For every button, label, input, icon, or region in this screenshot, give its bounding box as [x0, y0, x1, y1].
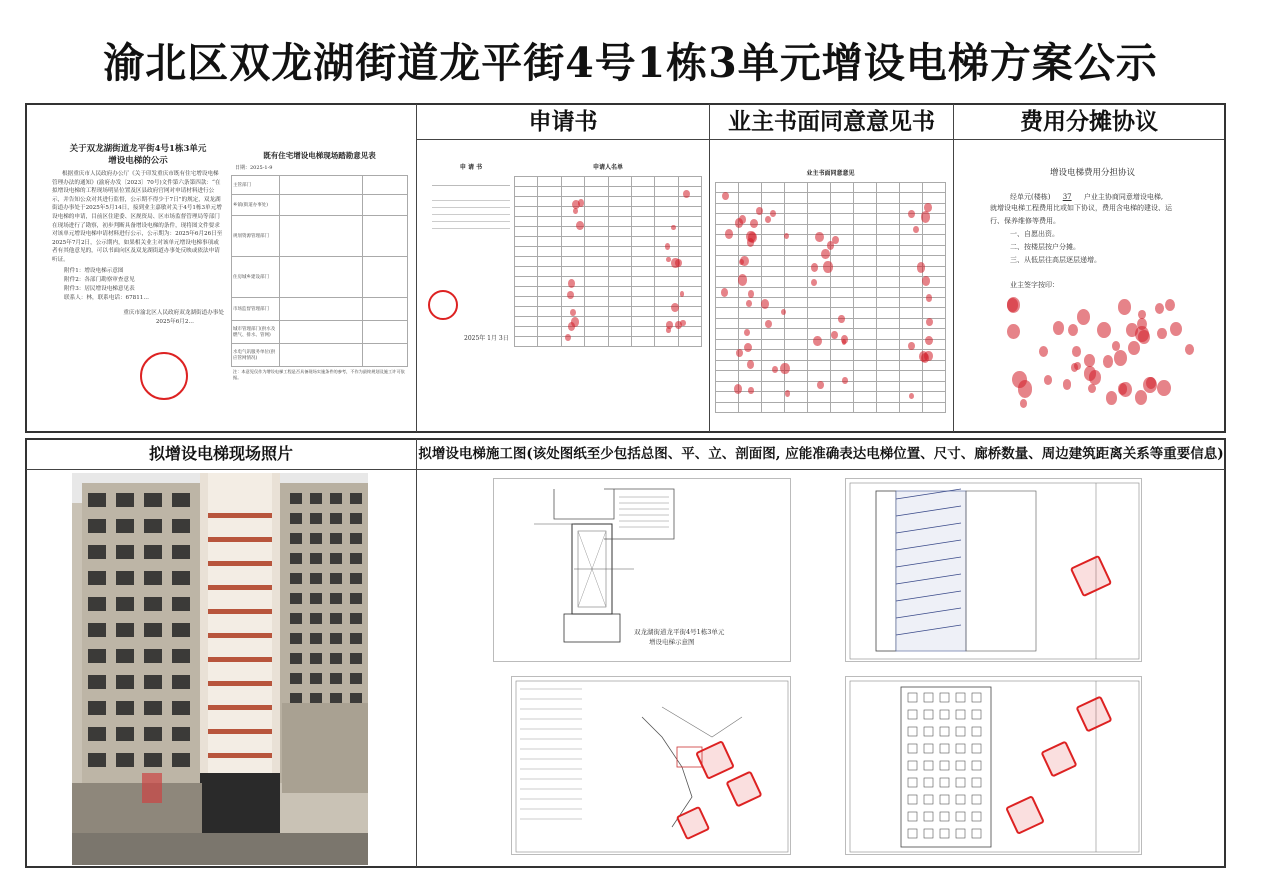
divider [416, 104, 417, 432]
building-window [290, 553, 302, 564]
fingerprint-mark [926, 318, 933, 326]
fingerprint-mark [1039, 346, 1048, 357]
elevation-window [924, 693, 933, 702]
building-window [172, 597, 190, 611]
fingerprint-mark [827, 241, 834, 250]
building-window [350, 613, 362, 624]
elevation-window [924, 710, 933, 719]
cost-agreement-item3: 三、从低层往高层逐层递增。 [1010, 256, 1101, 264]
building-window [172, 571, 190, 585]
building-window [330, 633, 342, 644]
building-window [116, 701, 134, 715]
elevator-stripe [208, 561, 272, 566]
elevation-window [972, 812, 981, 821]
building-window [290, 613, 302, 624]
building-window [330, 613, 342, 624]
notice-document [52, 138, 224, 418]
cost-units: 37 [1062, 193, 1072, 201]
elevation-window [940, 727, 949, 736]
building-window [144, 597, 162, 611]
fingerprint-mark [924, 203, 931, 212]
application-doc-title: 申 请 书 [459, 164, 483, 171]
notice-title-line2: 增设电梯的公示 [108, 156, 168, 166]
fingerprint-mark [739, 259, 744, 265]
building-window [290, 593, 302, 604]
fingerprint-mark [1170, 322, 1182, 336]
elevator-stripe [208, 657, 272, 662]
elevation-window [972, 829, 981, 838]
elevation-window [972, 778, 981, 787]
building-window [330, 553, 342, 564]
elevation-window [924, 727, 933, 736]
building-window [88, 701, 106, 715]
building-window [290, 513, 302, 524]
fingerprint-mark [838, 315, 844, 323]
fingerprint-mark [1088, 384, 1096, 393]
divider [953, 104, 954, 432]
applicant-list-title: 申请人名单 [592, 164, 623, 171]
fingerprint-mark [811, 279, 817, 287]
fingerprint-mark [666, 257, 671, 263]
opinion-form-note: 注：本意见仅作为增设电梯工程是否具备现场实施条件的参考，不作为最终规划及施工许可依据。 [233, 369, 405, 380]
elevation-window [956, 710, 965, 719]
elevation-window [940, 795, 949, 804]
fingerprint-mark [675, 259, 682, 267]
building-window [310, 493, 322, 504]
fingerprint-mark [1103, 355, 1113, 367]
cost-agreement-line3: 行、保养维修等费用。 [990, 217, 1060, 225]
fingerprint-mark [917, 262, 926, 272]
building-window [144, 701, 162, 715]
plan-caption-line1: 双龙湖街道龙平街4号1栋3单元 [634, 628, 725, 636]
fingerprint-mark [680, 320, 685, 327]
fingerprint-column [664, 176, 700, 346]
notice-attachment-1: 附件1：增设电梯示意图 [64, 267, 124, 274]
fingerprint-mark [746, 300, 752, 307]
fingerprint-mark [567, 291, 574, 299]
application-document [426, 140, 516, 355]
official-seal [140, 352, 188, 400]
building-window [310, 513, 322, 524]
elevation-window [924, 829, 933, 838]
building-window [330, 493, 342, 504]
elevator-stripe [208, 633, 272, 638]
owner-thumbprints [1000, 290, 1200, 410]
fingerprint-mark [1135, 390, 1147, 405]
building-window [116, 727, 134, 741]
cost-line1-tail: 户业主协商同意增设电梯, [1083, 193, 1164, 201]
elevation-window [956, 761, 965, 770]
elevation-window [924, 795, 933, 804]
notice-contact: 联系人：林，联系电话：67811… [64, 294, 149, 301]
building-window [88, 649, 106, 663]
building-window [88, 493, 106, 507]
building-window [350, 633, 362, 644]
fingerprint-mark [573, 208, 578, 214]
fingerprint-mark [1128, 341, 1140, 356]
section-header-cost-sharing: 费用分摊协议 [954, 104, 1224, 140]
fingerprint-mark [1020, 399, 1028, 408]
fingerprint-mark [568, 279, 575, 287]
fingerprint-mark [1072, 346, 1081, 357]
building-window [330, 533, 342, 544]
elevator-stripe [208, 513, 272, 518]
opinion-form-date: 日期：2025-1-9 [235, 165, 273, 171]
owner-consent-list [713, 142, 948, 417]
fingerprint-mark [665, 243, 670, 249]
elevation-window [940, 744, 949, 753]
fingerprint-mark [1068, 324, 1078, 336]
building-window [88, 571, 106, 585]
building-window [172, 493, 190, 507]
elevation-window [956, 727, 965, 736]
fingerprint-mark [680, 291, 685, 297]
building-window [88, 623, 106, 637]
section-header-application: 申请书 [417, 104, 709, 140]
cost-agreement-title: 增设电梯费用分担协议 [1049, 168, 1135, 178]
fingerprint-mark [842, 339, 847, 345]
elevation-window [924, 812, 933, 821]
building-window [172, 701, 190, 715]
cost-agreement-line2: 就增设电梯工程费用比或如下协议，费用含电梯的建设、运 [990, 204, 1172, 212]
elevation-window [972, 710, 981, 719]
building-window [350, 653, 362, 664]
building-window [330, 693, 342, 704]
form-row-label: 住房城乡建设部门 [232, 257, 280, 298]
building-window [116, 545, 134, 559]
building-window [310, 573, 322, 584]
owner-consent-title: 业主书面同意意见 [806, 170, 855, 177]
elevator-stripe [208, 753, 272, 758]
elevator-stripe [208, 705, 272, 710]
owner-consent-table [715, 182, 946, 412]
elevator-stripe [208, 681, 272, 686]
fingerprint-mark [1084, 354, 1094, 367]
elevation-window [972, 727, 981, 736]
divider [709, 104, 710, 432]
fingerprint-mark [765, 320, 772, 328]
fingerprint-mark [744, 343, 752, 352]
building-window [116, 597, 134, 611]
building-window [144, 753, 162, 767]
site-drawing [512, 677, 791, 855]
fingerprint-mark [772, 366, 778, 373]
fingerprint-mark [739, 215, 746, 224]
fingerprint-mark [736, 349, 743, 357]
fingerprint-mark [1012, 371, 1026, 388]
elevation-window [908, 693, 917, 702]
building-window [350, 673, 362, 684]
notice-signature: 重庆市渝北区人民政府双龙湖街道办事处 [123, 309, 224, 316]
building-window [310, 633, 322, 644]
elevator-stripe [208, 537, 272, 542]
building-window [144, 545, 162, 559]
fingerprint-mark [1157, 380, 1171, 397]
building-window [172, 675, 190, 689]
fingerprint-mark [666, 327, 671, 333]
building-window [88, 727, 106, 741]
elevation-window [956, 829, 965, 838]
building-window [350, 493, 362, 504]
building-window [290, 653, 302, 664]
fingerprint-mark [1185, 344, 1194, 355]
form-row-label: 乡镇(街道办事处) [232, 195, 280, 216]
elevation-window [908, 778, 917, 787]
building-window [144, 649, 162, 663]
fingerprint-mark [722, 192, 729, 200]
elevation-window [956, 812, 965, 821]
building-window [330, 673, 342, 684]
building-window [290, 573, 302, 584]
building-window [144, 727, 162, 741]
building-window [330, 513, 342, 524]
form-row-label: 规划资源管理部门 [232, 216, 280, 257]
building-window [116, 571, 134, 585]
building-window [310, 693, 322, 704]
opinion-form [231, 146, 408, 401]
fingerprint-mark [1007, 324, 1020, 339]
building-window [144, 519, 162, 533]
building-window [330, 593, 342, 604]
elevation-window [940, 761, 949, 770]
fingerprint-mark [811, 263, 819, 272]
fingerprint-mark [909, 393, 914, 399]
fingerprint-column [905, 182, 945, 402]
building-window [116, 623, 134, 637]
fingerprint-mark [925, 336, 933, 345]
building-window [310, 673, 322, 684]
elevation-window [956, 693, 965, 702]
fingerprint-mark [817, 381, 823, 389]
form-row-label: 市场监督管理部门 [232, 298, 280, 321]
elevation-window [908, 710, 917, 719]
building-window [172, 727, 190, 741]
fingerprint-mark [1106, 391, 1117, 405]
building-window [144, 675, 162, 689]
building-window [350, 693, 362, 704]
fingerprint-mark [1155, 303, 1164, 314]
fingerprint-mark [926, 294, 933, 302]
form-row-label: 水电气讯服务单位(供应管网情况) [232, 344, 280, 367]
fingerprint-mark [1157, 328, 1167, 340]
fingerprint-mark [908, 342, 915, 350]
building-window [88, 545, 106, 559]
building-window [290, 673, 302, 684]
application-seal [428, 290, 458, 320]
elevation-window [908, 812, 917, 821]
building-window [350, 593, 362, 604]
fingerprint-mark [1114, 350, 1127, 366]
fingerprint-mark [738, 274, 747, 285]
fingerprint-mark [1063, 379, 1072, 389]
notice-title-line1: 关于双龙湖街道龙平街4号1栋3单元 [69, 144, 207, 154]
building-window [172, 623, 190, 637]
application-date: 2025年 1月 3日 [464, 335, 509, 342]
building-window [290, 493, 302, 504]
elevation-window [908, 829, 917, 838]
elevation-window [956, 744, 965, 753]
fingerprint-mark [765, 216, 771, 223]
building-window [144, 493, 162, 507]
site-photo [72, 473, 368, 865]
fingerprint-mark [565, 334, 571, 341]
building-photo-illustration [72, 473, 368, 865]
elevation-window [940, 812, 949, 821]
fingerprint-mark [578, 199, 584, 206]
applicant-list [512, 140, 704, 355]
elevation-window [908, 761, 917, 770]
section-header-drawings: 拟增设电梯施工图(该处图纸至少包括总图、平、立、剖面图, 应能准确表达电梯位置、尺寸、廊桥数量、周边建筑距离关系等重要信息) [417, 439, 1225, 470]
fingerprint-mark [1084, 366, 1096, 380]
opinion-form-table [231, 175, 408, 367]
fingerprint-mark [1143, 377, 1157, 393]
fingerprint-mark [748, 387, 753, 393]
fingerprint-mark [683, 190, 690, 198]
elevation-window [940, 829, 949, 838]
notice-attachment-2: 附件2：各部门勘察审查意见 [64, 276, 135, 283]
notice-attachment-3: 附件3：居民增设电梯意见表 [64, 285, 135, 292]
fingerprint-mark [821, 249, 830, 259]
fingerprint-mark [831, 331, 838, 339]
building-window [290, 633, 302, 644]
elevation-window [924, 778, 933, 787]
fingerprint-mark [922, 276, 930, 285]
fingerprint-mark [570, 309, 576, 316]
section-header-site-photo: 拟增设电梯现场照片 [26, 439, 416, 470]
building-window [172, 519, 190, 533]
elevation-window [956, 795, 965, 804]
elevation-window [908, 795, 917, 804]
fingerprint-mark [908, 210, 915, 218]
fingerprint-column [564, 176, 594, 346]
elevation-window [956, 778, 965, 787]
elevation-window [908, 727, 917, 736]
building-window [144, 571, 162, 585]
building-window [350, 573, 362, 584]
building-window [310, 533, 322, 544]
building-window [88, 753, 106, 767]
fingerprint-mark [1074, 362, 1081, 371]
building-window [172, 649, 190, 663]
elevation-window [972, 693, 981, 702]
building-window [290, 693, 302, 704]
elevation-window [940, 710, 949, 719]
building-window [116, 649, 134, 663]
notice-date: 2025年6月2… [155, 318, 194, 325]
building-window [172, 753, 190, 767]
fingerprint-mark [921, 211, 930, 222]
drawing-sheet-plan [493, 478, 791, 662]
form-row-label: 主管部门 [232, 176, 280, 195]
fingerprint-mark [725, 229, 733, 239]
fingerprint-mark [747, 238, 754, 246]
building-window [330, 653, 342, 664]
page-title: 渝北区双龙湖街道龙平街4号1栋3单元增设电梯方案公示 [103, 39, 1158, 87]
building-window [88, 519, 106, 533]
building-window [116, 493, 134, 507]
fingerprint-mark [744, 329, 750, 336]
elevator-stripe [208, 609, 272, 614]
building-window [310, 613, 322, 624]
fingerprint-mark [756, 207, 763, 216]
fingerprint-mark [1044, 375, 1052, 385]
building-window [172, 545, 190, 559]
elevator-stripe [208, 729, 272, 734]
form-row-label: 城市管理部门(供水及燃气、排水、管网) [232, 321, 280, 344]
fingerprint-mark [913, 226, 919, 233]
fingerprint-mark [1119, 382, 1132, 397]
applicant-table [514, 176, 702, 346]
building-window [144, 623, 162, 637]
cost-agreement-line1 [1010, 192, 1195, 202]
elevation-window [972, 761, 981, 770]
fingerprint-mark [813, 336, 821, 346]
drawing-sheet-site [511, 676, 791, 855]
building-window [88, 675, 106, 689]
elevation-window [940, 693, 949, 702]
fingerprint-mark [1097, 322, 1111, 339]
building-window [310, 653, 322, 664]
elevation-window [972, 744, 981, 753]
fingerprint-mark [815, 232, 824, 243]
cost-agreement-item1: 一、自愿出资。 [1010, 230, 1059, 238]
notice-body: 根据重庆市人民政府办公厅《关于印发重庆市既有住宅增设电梯管理办法的通知》(渝府办发〔2023〕70号)文件第六条第四款：“在拟增设电梯的工程现场明显位置及区县政府官网对申请材料进行公示，并告知公众对其进行监督，公示期不得少于7日”的规定，双龙湖街道办事处于2025年5月14日，接到业主嘉敏对关于4号1栋3单元增设电梯的申请，目前区住建委、区规资局、区市场监督管理局等部门在现场进行了勘察，初步判断具备增设电梯的条件，现将图文件要求对该单元增设电梯申请材料进行公示，公示期为：2025年6月26日至2025年7月2日，公示期内，如果相关业主对该单元增设电梯事项或者有其他意见的，可以书面向区及双龙湖街道办事处反映或依法申请听证。 [52, 171, 223, 263]
building-window [310, 553, 322, 564]
fingerprint-mark [571, 317, 579, 326]
cost-agreement-signers: 业主签字按印： [1010, 281, 1059, 289]
fingerprint-mark [823, 261, 832, 272]
fingerprint-mark [1118, 299, 1131, 314]
opinion-form-title: 既有住宅增设电梯现场踏勘意见表 [263, 151, 376, 160]
cost-line1-label: 经单元(楼栋) [1010, 193, 1051, 201]
building-window [290, 533, 302, 544]
elevation-window [972, 795, 981, 804]
fingerprint-mark [748, 290, 754, 297]
building-window [88, 597, 106, 611]
building-window [116, 753, 134, 767]
fingerprint-mark [671, 225, 675, 230]
building-window [350, 533, 362, 544]
section-header-owner-consent: 业主书面同意意见书 [710, 104, 953, 140]
building-window [350, 513, 362, 524]
fingerprint-mark [1165, 299, 1175, 311]
building-window [310, 593, 322, 604]
divider [416, 439, 417, 867]
building-window [116, 519, 134, 533]
building-window [116, 675, 134, 689]
elevation-window [924, 761, 933, 770]
plan-caption-line2: 增设电梯示意图 [649, 638, 695, 646]
fingerprint-mark [781, 309, 786, 315]
elevation-window [924, 744, 933, 753]
fingerprint-mark [842, 377, 848, 384]
building-window [330, 573, 342, 584]
fingerprint-mark [671, 303, 679, 313]
fingerprint-column [810, 182, 870, 402]
elevation-window [940, 778, 949, 787]
building-window [350, 553, 362, 564]
fingerprint-mark [576, 221, 583, 230]
elevator-stripe [208, 585, 272, 590]
fingerprint-mark [1077, 309, 1091, 325]
fingerprint-mark [1053, 321, 1064, 334]
elevation-window [908, 744, 917, 753]
cost-agreement-item2: 二、按楼层按户分摊。 [1010, 243, 1080, 251]
